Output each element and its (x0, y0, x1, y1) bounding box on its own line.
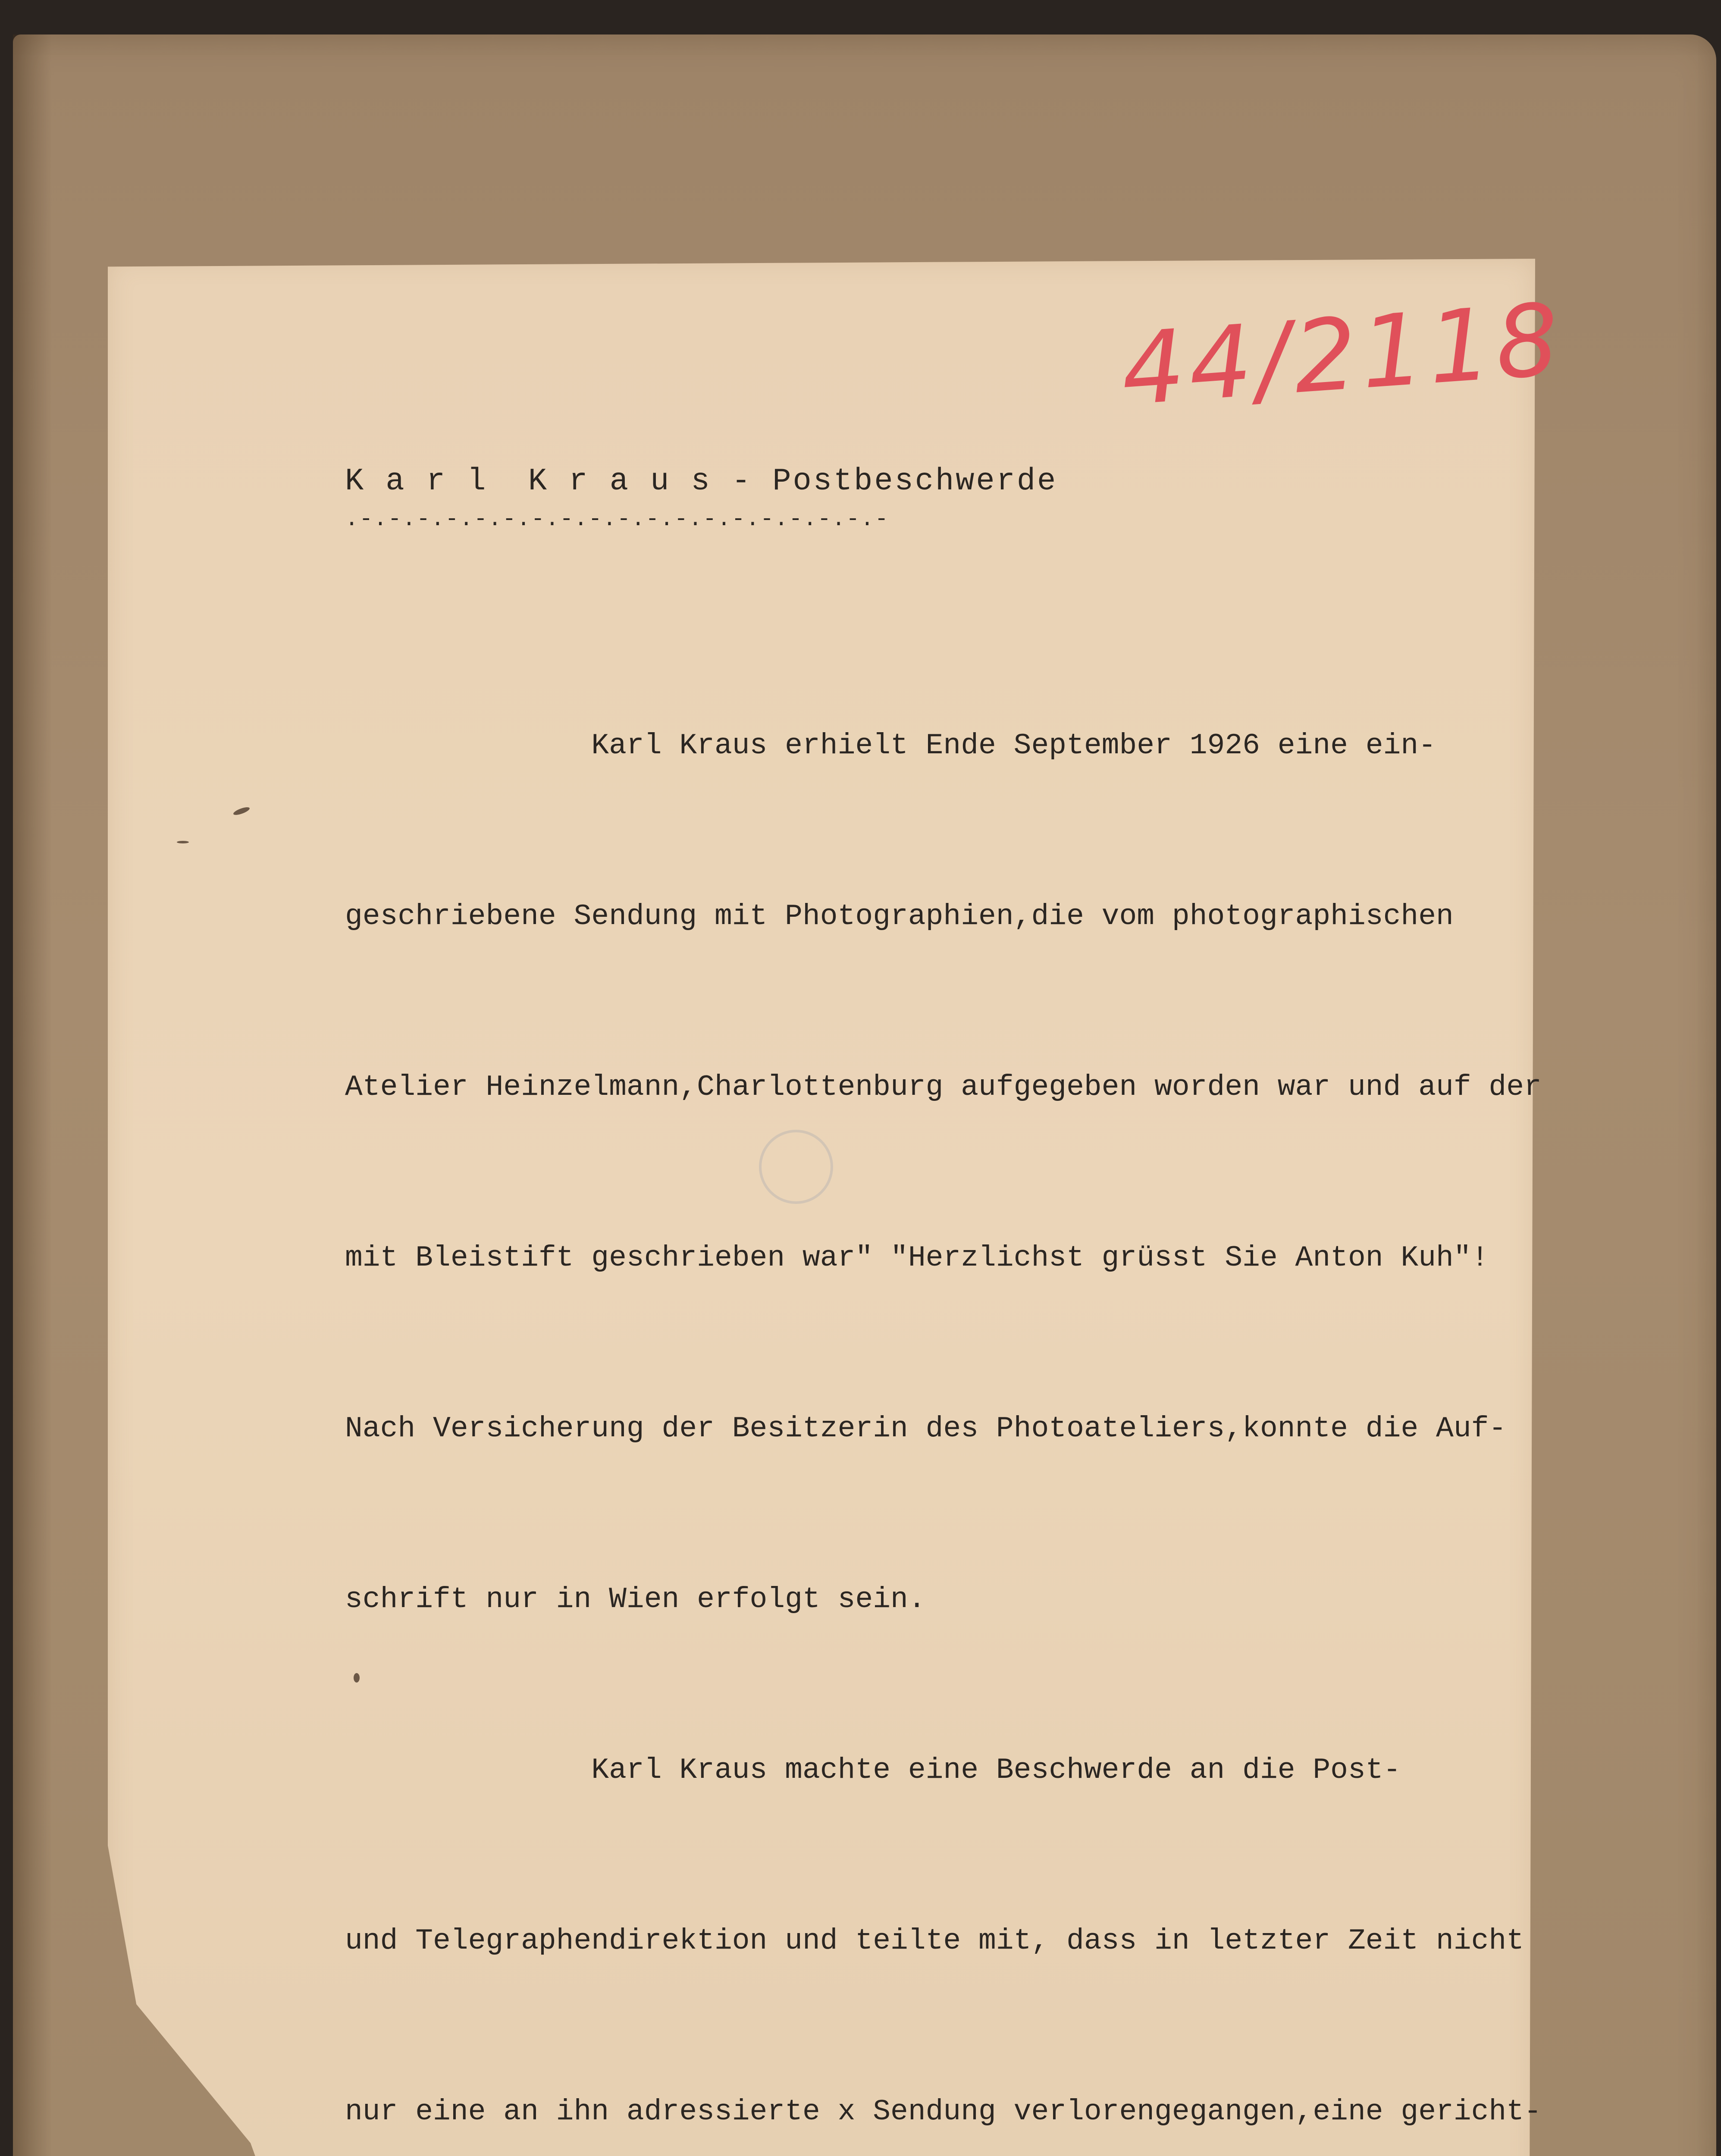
body-line: Atelier Heinzelmann,Charlottenburg aufgegeben worden war und auf der (345, 1071, 1542, 1104)
handwritten-reference-number: 44/2118 (1117, 282, 1567, 428)
document-title: K a r l K r a u s - Postbeschwerde (345, 464, 1058, 499)
body-line: nur eine an ihn adressierte x Sendung verlorengegangen,eine gericht- (345, 2095, 1542, 2128)
body-line: und Telegraphendirektion und teilte mit, dass in letzter Zeit nicht (345, 1924, 1524, 1958)
paper-speck (354, 1673, 360, 1683)
body-line: Karl Kraus machte eine Beschwerde an die Post- (345, 1754, 1401, 1787)
document-body (345, 604, 1542, 2156)
paper-speck (177, 841, 189, 843)
body-line: geschriebene Sendung mit Photographien,die vom photographischen (345, 900, 1454, 933)
body-line: Karl Kraus erhielt Ende September 1926 eine ein- (345, 729, 1436, 762)
body-line: mit Bleistift geschrieben war" "Herzlichst grüsst Sie Anton Kuh"! (345, 1241, 1489, 1275)
body-line: Nach Versicherung der Besitzerin des Photoateliers,konnte die Auf- (345, 1412, 1507, 1445)
title-underline-rule: .-.-.-.-.-.-.-.-.-.-.-.-.-.-.-.-.-.-.- (345, 507, 889, 532)
body-line: schrift nur in Wien erfolgt sein. (345, 1583, 926, 1616)
folder-spine-shadow (13, 34, 52, 2156)
